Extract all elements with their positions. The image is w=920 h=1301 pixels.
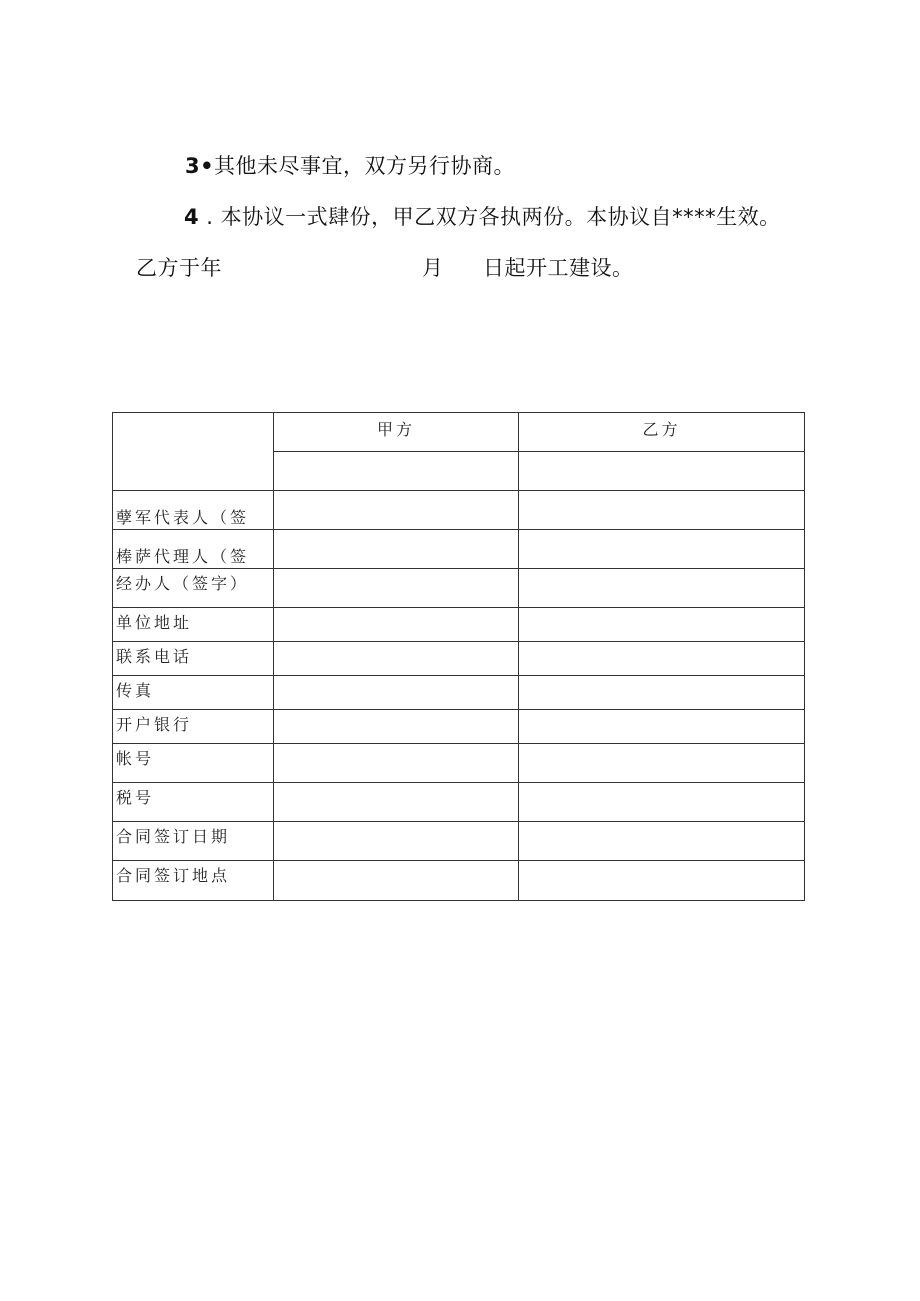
- party-a-tax-id-cell[interactable]: [274, 783, 519, 822]
- start-line-day: 日起开工建设。: [483, 256, 634, 280]
- party-a-handler-cell[interactable]: [274, 569, 519, 608]
- corner-cell: [113, 413, 274, 491]
- clause-3: [185, 152, 515, 180]
- table-row: [113, 642, 805, 676]
- party-b-handler-cell[interactable]: [519, 569, 805, 608]
- clause-4-text: . 本协议一式肆份，甲乙双方各执两份。本协议自****生效。: [199, 205, 781, 229]
- party-b-sign-place-cell[interactable]: [519, 861, 805, 901]
- party-a-address-cell[interactable]: [274, 608, 519, 642]
- row-label-tax-id: 税号: [113, 783, 274, 822]
- table-row: [113, 530, 805, 569]
- row-label-handler: 经办人（签字）: [113, 569, 274, 608]
- table-row: [113, 861, 805, 901]
- header-party-a: 甲方: [274, 413, 519, 452]
- row-label-bank: 开户银行: [113, 710, 274, 744]
- clause-3-number: 3•: [185, 154, 215, 178]
- row-label-legal-rep: 孽军代表人（签: [113, 491, 274, 530]
- row-label-address: 单位地址: [113, 608, 274, 642]
- party-a-sign-place-cell[interactable]: [274, 861, 519, 901]
- party-b-agent-cell[interactable]: [519, 530, 805, 569]
- party-a-legal-rep-cell[interactable]: [274, 491, 519, 530]
- table-row: [113, 710, 805, 744]
- table-row: [113, 491, 805, 530]
- party-b-bank-cell[interactable]: [519, 710, 805, 744]
- clause-4-number: 4: [184, 205, 200, 229]
- party-b-legal-rep-cell[interactable]: [519, 491, 805, 530]
- signature-table: [112, 412, 805, 901]
- party-a-phone-cell[interactable]: [274, 642, 519, 676]
- party-a-bank-cell[interactable]: [274, 710, 519, 744]
- row-label-phone: 联系电话: [113, 642, 274, 676]
- row-label-fax: 传真: [113, 676, 274, 710]
- row-label-account: 帐号: [113, 744, 274, 783]
- table-row: [113, 676, 805, 710]
- table-row: [113, 744, 805, 783]
- party-a-sign-date-cell[interactable]: [274, 822, 519, 861]
- table-header-row: [113, 413, 805, 452]
- table-row: [113, 822, 805, 861]
- party-a-name-cell[interactable]: [274, 452, 519, 491]
- party-a-agent-cell[interactable]: [274, 530, 519, 569]
- row-label-sign-date: 合同签订日期: [113, 822, 274, 861]
- header-party-b: 乙方: [519, 413, 805, 452]
- party-b-sign-date-cell[interactable]: [519, 822, 805, 861]
- start-line-month: 月: [422, 256, 444, 280]
- party-a-fax-cell[interactable]: [274, 676, 519, 710]
- row-label-agent: 棒萨代理人（签: [113, 530, 274, 569]
- clause-3-text: 其他未尽事宜，双方另行协商。: [214, 154, 516, 178]
- party-b-phone-cell[interactable]: [519, 642, 805, 676]
- row-label-sign-place: 合同签订地点: [113, 861, 274, 901]
- party-b-account-cell[interactable]: [519, 744, 805, 783]
- table-row: [113, 783, 805, 822]
- party-b-address-cell[interactable]: [519, 608, 805, 642]
- party-a-account-cell[interactable]: [274, 744, 519, 783]
- clause-4: [184, 203, 781, 231]
- start-line-year: 乙方于年: [136, 256, 222, 280]
- party-b-name-cell[interactable]: [519, 452, 805, 491]
- table-row: [113, 569, 805, 608]
- party-b-fax-cell[interactable]: [519, 676, 805, 710]
- table-row: [113, 608, 805, 642]
- party-b-tax-id-cell[interactable]: [519, 783, 805, 822]
